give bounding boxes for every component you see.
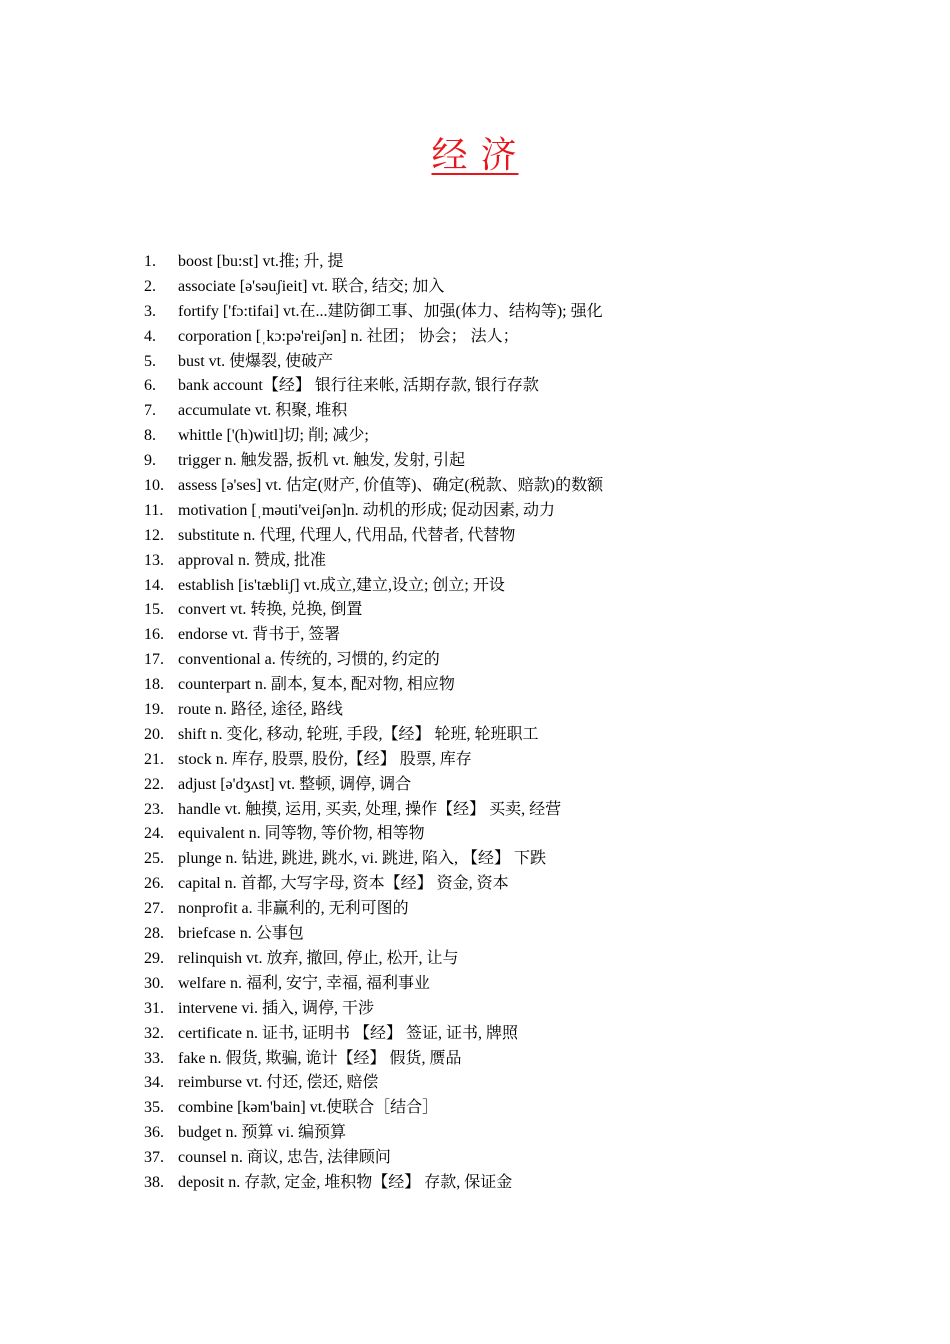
list-item-text: certificate n. 证书, 证明书 【经】 签证, 证书, 牌照 [178, 1024, 518, 1042]
list-item-number: 22. [144, 775, 164, 793]
list-item-text: establish [is'tæbliʃ] vt.成立,建立,设立; 创立; 开设 [178, 576, 505, 594]
list-item-number: 1. [144, 253, 156, 270]
list-item-number: 23. [144, 800, 164, 818]
list-item-number: 11. [144, 501, 164, 519]
list-item-text: plunge n. 钻进, 跳进, 跳水, vi. 跳进, 陷入, 【经】 下跌 [178, 850, 546, 868]
list-item-number: 25. [144, 850, 164, 868]
vocabulary-list [0, 250, 950, 1196]
list-item-text: nonprofit a. 非赢利的, 无利可图的 [178, 900, 409, 918]
list-item-text: trigger n. 触发器, 扳机 vt. 触发, 发射, 引起 [178, 452, 466, 470]
list-item [0, 499, 950, 524]
list-item [0, 822, 950, 847]
list-item [0, 1096, 950, 1121]
list-item-text: stock n. 库存, 股票, 股份,【经】 股票, 库存 [178, 750, 472, 768]
list-item-text: accumulate vt. 积聚, 堆积 [178, 402, 348, 420]
list-item-number: 6. [144, 377, 156, 395]
list-item-number: 21. [144, 750, 164, 768]
list-item-number: 26. [144, 875, 164, 893]
list-item-text: endorse vt. 背书于, 签署 [178, 626, 341, 644]
list-item [0, 723, 950, 748]
list-item-number: 2. [144, 277, 156, 295]
list-item-text: associate [ə'səuʃieit] vt. 联合, 结交; 加入 [178, 277, 445, 295]
list-item [0, 449, 950, 474]
list-item-number: 36. [144, 1124, 164, 1142]
list-item-number: 12. [144, 526, 164, 544]
list-item [0, 698, 950, 723]
list-item-text: shift n. 变化, 移动, 轮班, 手段,【经】 轮班, 轮班职工 [178, 725, 539, 743]
list-item-number: 5. [144, 352, 156, 370]
list-item-number: 29. [144, 949, 164, 967]
list-item-text: budget n. 预算 vi. 编预算 [178, 1124, 346, 1142]
list-item [0, 748, 950, 773]
list-item-text: fake n. 假货, 欺骗, 诡计【经】 假货, 赝品 [178, 1049, 462, 1067]
list-item [0, 847, 950, 872]
list-item [0, 598, 950, 623]
list-item-text: boost [bu:st] vt.推; 升, 提 [178, 253, 344, 270]
list-item-text: adjust [ə'dʒʌst] vt. 整顿, 调停, 调合 [178, 775, 412, 793]
list-item-number: 7. [144, 402, 156, 420]
list-item-number: 18. [144, 676, 164, 694]
list-item [0, 897, 950, 922]
list-item [0, 424, 950, 449]
list-item [0, 972, 950, 997]
page-title [0, 128, 950, 182]
list-item [0, 250, 950, 275]
list-item-text: whittle ['(h)witl]切; 削; 减少; [178, 427, 369, 445]
list-item-text: handle vt. 触摸, 运用, 买卖, 处理, 操作【经】 买卖, 经营 [178, 800, 562, 818]
list-item [0, 798, 950, 823]
list-item-number: 13. [144, 551, 164, 569]
list-item-text: counsel n. 商议, 忠告, 法律顾问 [178, 1149, 391, 1167]
list-item [0, 549, 950, 574]
list-item-text: relinquish vt. 放弃, 撤回, 停止, 松开, 让与 [178, 949, 459, 967]
list-item [0, 574, 950, 599]
list-item-text: convert vt. 转换, 兑换, 倒置 [178, 601, 363, 619]
list-item-text: combine [kəm'bain] vt.使联合［结合］ [178, 1099, 439, 1117]
list-item-text: substitute n. 代理, 代理人, 代用品, 代替者, 代替物 [178, 526, 516, 544]
list-item-number: 37. [144, 1149, 164, 1167]
list-item-number: 28. [144, 925, 164, 943]
list-item-number: 20. [144, 725, 164, 743]
list-item [0, 623, 950, 648]
list-item [0, 300, 950, 325]
list-item-text: bust vt. 使爆裂, 使破产 [178, 352, 334, 370]
list-item-text: welfare n. 福利, 安宁, 幸福, 福利事业 [178, 974, 430, 992]
list-item-number: 19. [144, 701, 164, 719]
list-item [0, 1121, 950, 1146]
list-item-number: 8. [144, 427, 156, 445]
list-item-number: 30. [144, 974, 164, 992]
list-item [0, 474, 950, 499]
list-item-number: 3. [144, 302, 156, 320]
list-item-number: 31. [144, 999, 164, 1017]
list-item-text: fortify ['fɔ:tifai] vt.在...建防御工事、加强(体力、结构等); 强化 [178, 302, 603, 320]
list-item [0, 1071, 950, 1096]
list-item-text: reimburse vt. 付还, 偿还, 赔偿 [178, 1074, 379, 1092]
list-item [0, 673, 950, 698]
list-item [0, 524, 950, 549]
list-item-number: 35. [144, 1099, 164, 1117]
list-item-number: 9. [144, 452, 156, 470]
list-item-text: equivalent n. 同等物, 等价物, 相等物 [178, 825, 425, 843]
list-item-number: 10. [144, 477, 164, 495]
list-item-number: 38. [144, 1173, 164, 1191]
list-item [0, 648, 950, 673]
list-item-text: counterpart n. 副本, 复本, 配对物, 相应物 [178, 676, 455, 694]
list-item-number: 17. [144, 651, 164, 669]
list-item-number: 34. [144, 1074, 164, 1092]
list-item-text: briefcase n. 公事包 [178, 925, 304, 943]
list-item [0, 1047, 950, 1072]
list-item-text: deposit n. 存款, 定金, 堆积物【经】 存款, 保证金 [178, 1173, 513, 1191]
list-item [0, 1146, 950, 1171]
list-item [0, 275, 950, 300]
list-item-number: 27. [144, 900, 164, 918]
list-item-text: assess [ə'ses] vt. 估定(财产, 价值等)、确定(税款、赔款)的数额 [178, 477, 604, 495]
list-item [0, 1022, 950, 1047]
list-item-text: route n. 路径, 途径, 路线 [178, 701, 343, 719]
list-item [0, 872, 950, 897]
list-item [0, 399, 950, 424]
list-item-text: capital n. 首都, 大写字母, 资本【经】 资金, 资本 [178, 875, 509, 893]
list-item [0, 922, 950, 947]
list-item-text: approval n. 赞成, 批准 [178, 551, 326, 569]
list-item-number: 32. [144, 1024, 164, 1042]
list-item [0, 947, 950, 972]
list-item [0, 374, 950, 399]
list-item-text: bank account【经】 银行往来帐, 活期存款, 银行存款 [178, 377, 539, 395]
list-item-number: 33. [144, 1049, 164, 1067]
list-item-number: 24. [144, 825, 164, 843]
list-item-text: motivation [ˌməuti'veiʃən]n. 动机的形成; 促动因素, 动力 [178, 501, 556, 519]
list-item [0, 773, 950, 798]
page-title-text: 经 济 [431, 135, 519, 175]
list-item [0, 1171, 950, 1196]
list-item-number: 4. [144, 327, 156, 345]
list-item-text: conventional a. 传统的, 习惯的, 约定的 [178, 651, 440, 669]
list-item [0, 350, 950, 375]
list-item-text: corporation [ˌkɔ:pə'reiʃən] n. 社团； 协会； 法人； [178, 327, 519, 345]
list-item [0, 997, 950, 1022]
list-item-number: 16. [144, 626, 164, 644]
list-item [0, 325, 950, 350]
list-item-text: intervene vi. 插入, 调停, 干涉 [178, 999, 374, 1017]
list-item-number: 15. [144, 601, 164, 619]
list-item-number: 14. [144, 576, 164, 594]
